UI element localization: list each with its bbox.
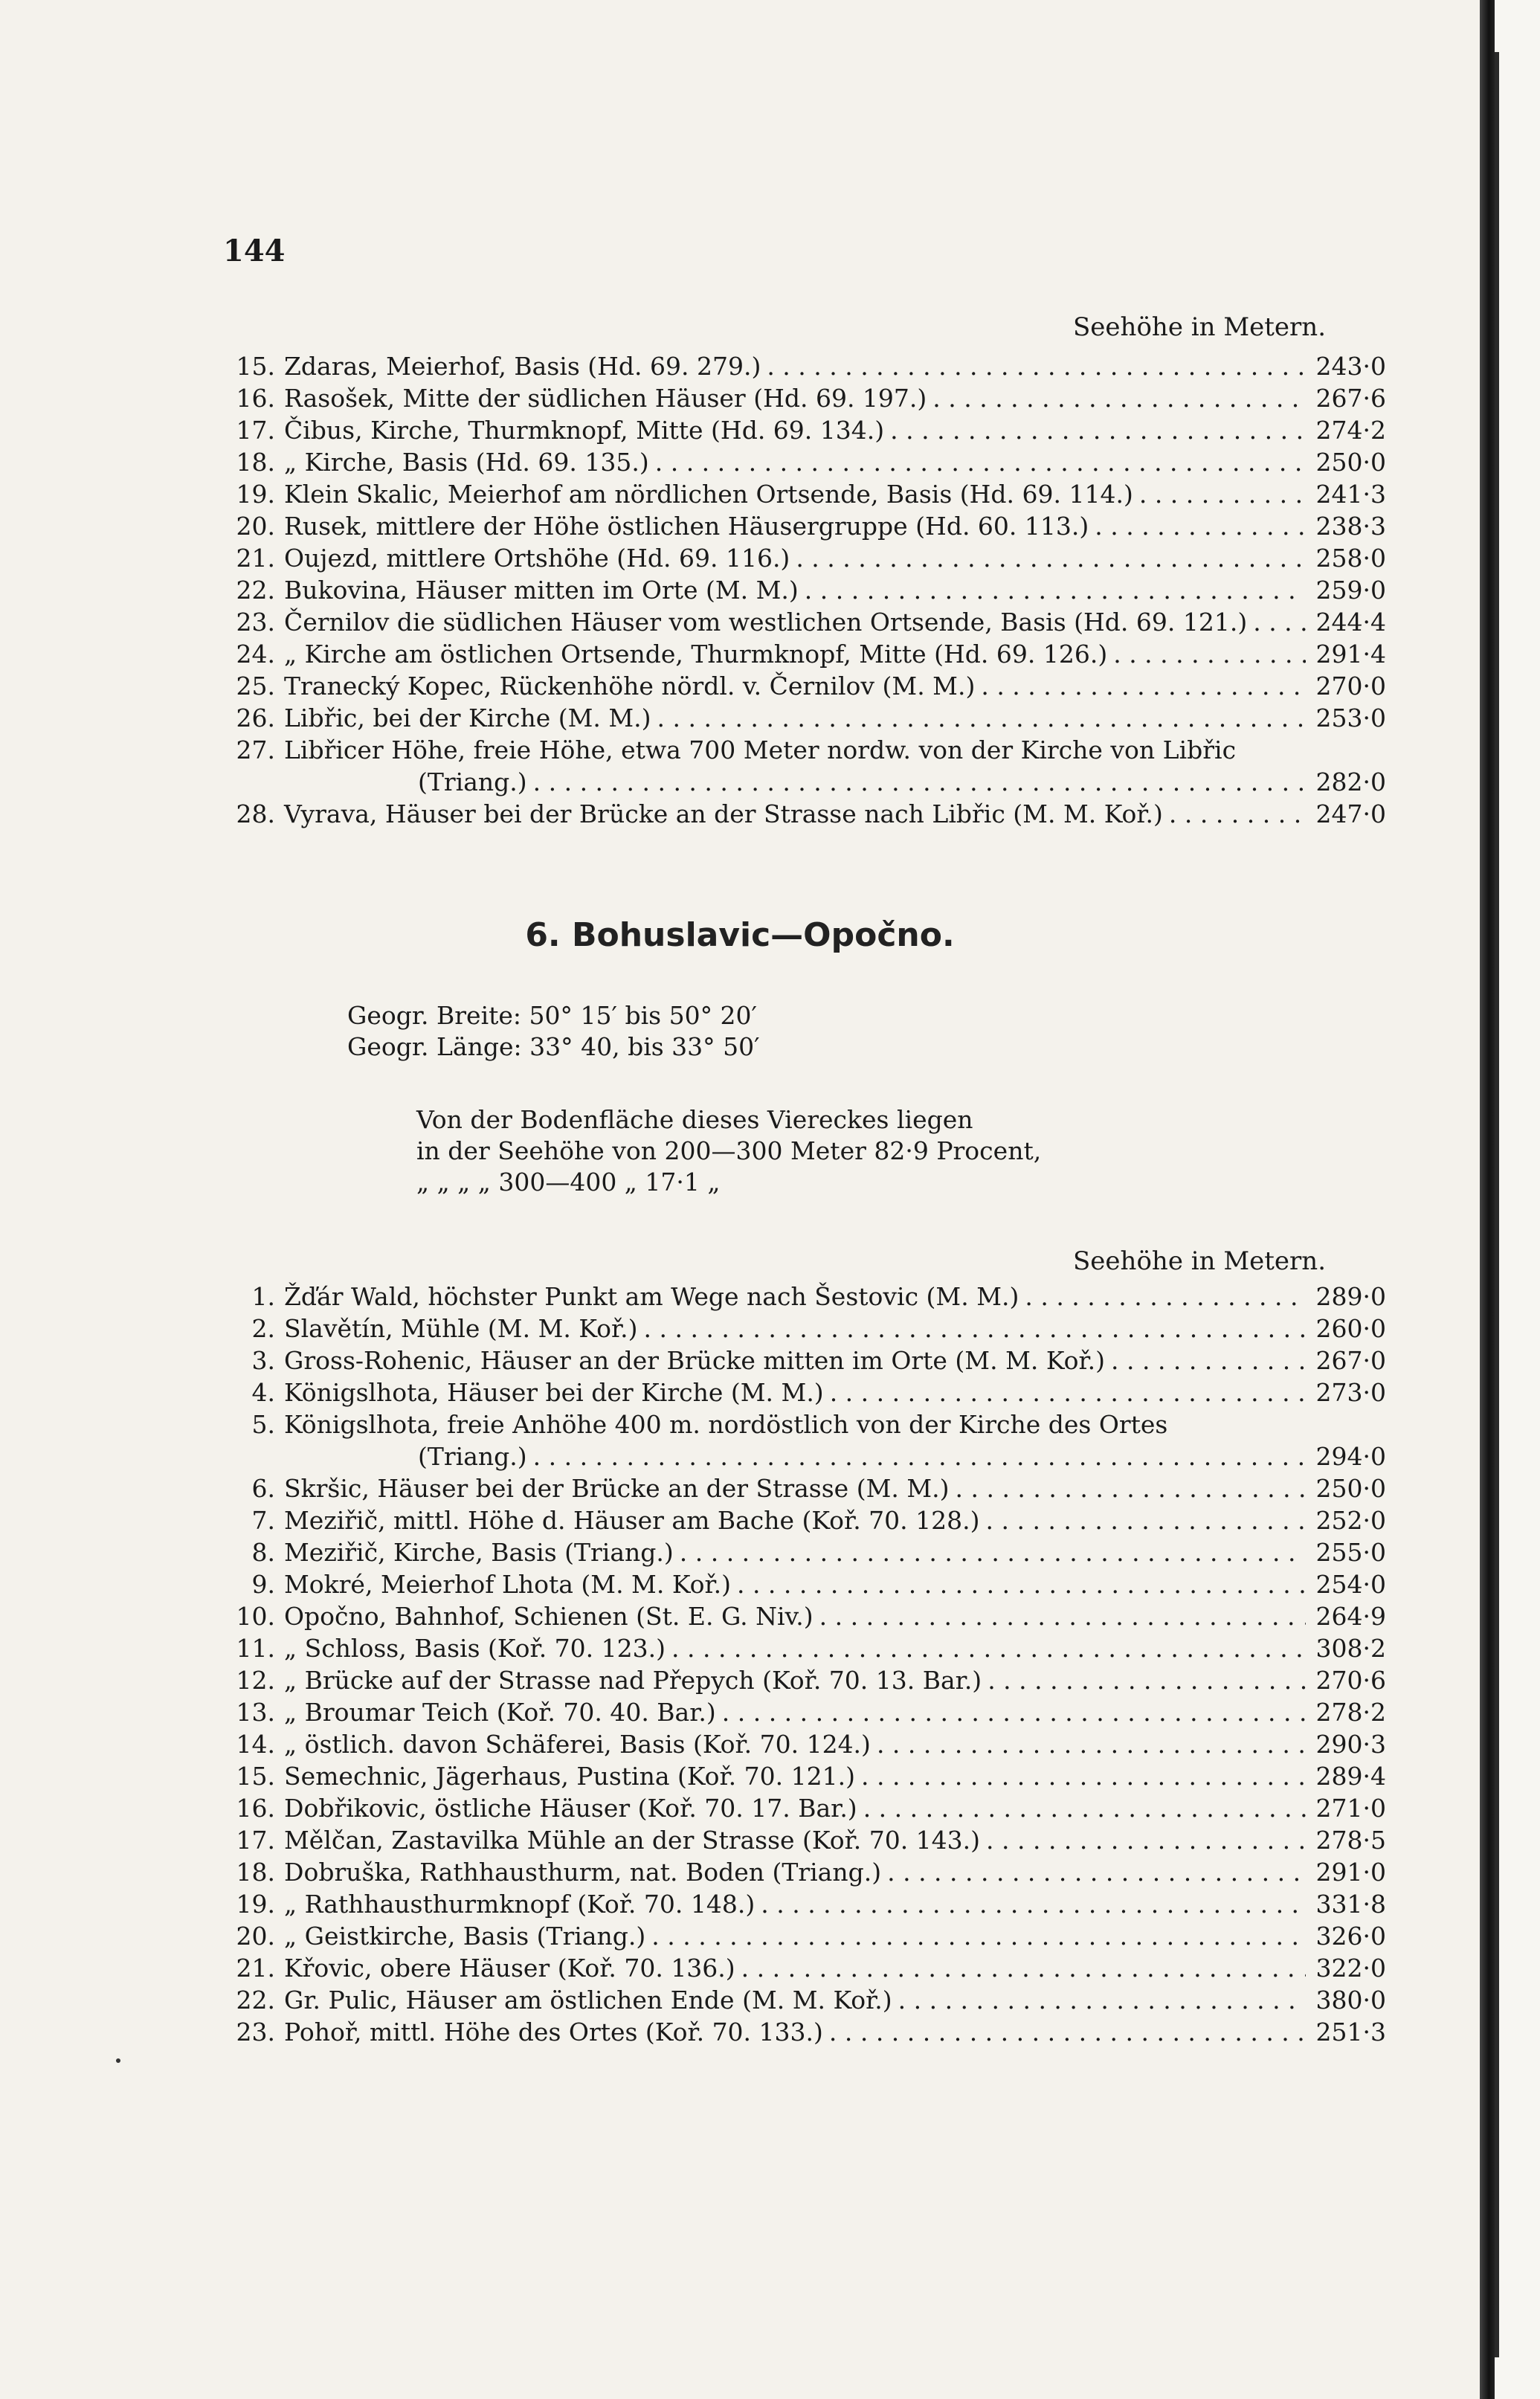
dot-leader bbox=[986, 1824, 1306, 1856]
entry-elevation: 250·0 bbox=[1315, 448, 1386, 477]
entry-text: Slavětín, Mühle (M. M. Koř.) bbox=[284, 1314, 638, 1343]
entry-elevation: 241·3 bbox=[1315, 480, 1386, 509]
entry-text: „ Broumar Teich (Koř. 70. 40. Bar.) bbox=[284, 1698, 716, 1727]
list-entry bbox=[216, 542, 1386, 574]
list-entry bbox=[216, 734, 1386, 766]
entry-text: Tranecký Kopec, Rückenhöhe nördl. v. Černilov (M. M.) bbox=[284, 672, 976, 701]
entry-elevation: 282·0 bbox=[1315, 767, 1386, 796]
entry-number: 27. bbox=[236, 735, 275, 764]
entry-number: 21. bbox=[236, 544, 275, 573]
list-entry bbox=[216, 766, 1386, 798]
entry-text: Meziřič, Kirche, Basis (Triang.) bbox=[284, 1538, 674, 1567]
dot-leader bbox=[956, 1472, 1307, 1504]
ink-speck bbox=[116, 2058, 120, 2063]
entry-text: Königslhota, Häuser bei der Kirche (M. M.) bbox=[284, 1378, 824, 1407]
list-entry bbox=[216, 1472, 1386, 1504]
entry-number: 23. bbox=[236, 2018, 275, 2047]
entry-number: 17. bbox=[236, 416, 275, 445]
dot-leader bbox=[1139, 478, 1306, 510]
entry-elevation: 255·0 bbox=[1315, 1538, 1386, 1567]
dot-leader bbox=[722, 1696, 1306, 1728]
list-entry bbox=[216, 350, 1386, 382]
entry-number: 9. bbox=[251, 1570, 275, 1599]
list-entry bbox=[216, 510, 1386, 542]
entry-number: 18. bbox=[236, 1858, 275, 1887]
entry-text: Mokré, Meierhof Lhota (M. M. Koř.) bbox=[284, 1570, 731, 1599]
dot-leader bbox=[805, 574, 1306, 606]
entry-elevation: 259·0 bbox=[1315, 576, 1386, 605]
entry-text: „ Schloss, Basis (Koř. 70. 123.) bbox=[284, 1634, 666, 1663]
dot-leader bbox=[767, 350, 1306, 382]
list-entry bbox=[216, 1440, 1386, 1472]
entry-number: 23. bbox=[236, 608, 275, 637]
entry-number: 22. bbox=[236, 576, 275, 605]
dot-leader bbox=[988, 1664, 1306, 1696]
entry-text: Křovic, obere Häuser (Koř. 70. 136.) bbox=[284, 1954, 735, 1983]
entry-text: Skršic, Häuser bei der Brücke an der Strasse (M. M.) bbox=[284, 1474, 950, 1503]
list-entry bbox=[216, 574, 1386, 606]
list-entry bbox=[216, 606, 1386, 638]
surface-note bbox=[416, 1104, 1041, 1198]
list-entry bbox=[216, 1313, 1386, 1345]
column-header-upper: Seehöhe in Metern. bbox=[1073, 312, 1326, 342]
entry-number: 19. bbox=[236, 1890, 275, 1919]
elevation-list-lower bbox=[216, 1281, 1386, 2048]
entry-elevation: 294·0 bbox=[1315, 1442, 1386, 1471]
dot-leader bbox=[796, 542, 1306, 574]
entry-text: Mělčan, Zastavilka Mühle an der Strasse (Koř. 70. 143.) bbox=[284, 1826, 981, 1855]
entry-number: 22. bbox=[236, 1986, 275, 2015]
entry-elevation: 308·2 bbox=[1315, 1634, 1386, 1663]
dot-leader bbox=[761, 1888, 1306, 1920]
entry-number: 16. bbox=[236, 384, 275, 413]
dot-leader bbox=[680, 1536, 1306, 1568]
entry-text: „ Geistkirche, Basis (Triang.) bbox=[284, 1922, 646, 1951]
list-entry bbox=[216, 1345, 1386, 1376]
entry-elevation: 270·0 bbox=[1315, 672, 1386, 701]
dot-leader bbox=[533, 1440, 1306, 1472]
list-entry bbox=[216, 1920, 1386, 1952]
dot-leader bbox=[1253, 606, 1306, 638]
entry-text: „ östlich. davon Schäferei, Basis (Koř. 70. 124.) bbox=[284, 1730, 871, 1759]
dot-leader bbox=[981, 670, 1306, 702]
list-entry bbox=[216, 382, 1386, 414]
entry-text: „ Rathhausthurmknopf (Koř. 70. 148.) bbox=[284, 1890, 755, 1919]
entry-elevation: 291·4 bbox=[1315, 640, 1386, 669]
dot-leader bbox=[890, 414, 1306, 446]
list-entry bbox=[216, 2016, 1386, 2048]
note-line: Von der Bodenfläche dieses Viereckes liegen bbox=[416, 1105, 973, 1134]
entry-elevation: 238·3 bbox=[1315, 512, 1386, 541]
note-line: in der Seehöhe von 200—300 Meter 82·9 Procent, bbox=[416, 1136, 1042, 1165]
entry-text: Rasošek, Mitte der südlichen Häuser (Hd. 69. 197.) bbox=[284, 384, 927, 413]
dot-leader bbox=[898, 1984, 1306, 2016]
entry-text: Opočno, Bahnhof, Schienen (St. E. G. Niv.) bbox=[284, 1602, 814, 1631]
list-entry bbox=[216, 1728, 1386, 1760]
list-entry bbox=[216, 1856, 1386, 1888]
entry-elevation: 270·6 bbox=[1315, 1666, 1386, 1695]
entry-number: 12. bbox=[236, 1666, 275, 1695]
entry-text: Černilov die südlichen Häuser vom westlichen Ortsende, Basis (Hd. 69. 121.) bbox=[284, 608, 1248, 637]
dot-leader bbox=[1169, 798, 1306, 830]
entry-elevation: 289·4 bbox=[1315, 1762, 1386, 1791]
elevation-list-upper bbox=[216, 350, 1386, 830]
entry-text: Bukovina, Häuser mitten im Orte (M. M.) bbox=[284, 576, 799, 605]
entry-number: 8. bbox=[251, 1538, 275, 1567]
list-entry bbox=[216, 414, 1386, 446]
entry-number: 10. bbox=[236, 1602, 275, 1631]
entry-elevation: 260·0 bbox=[1315, 1314, 1386, 1343]
entry-number: 16. bbox=[236, 1794, 275, 1823]
entry-text: Gross-Rohenic, Häuser an der Brücke mitten im Orte (M. M. Koř.) bbox=[284, 1346, 1105, 1375]
dot-leader bbox=[644, 1313, 1307, 1345]
adjacent-page-edge bbox=[1495, 0, 1540, 2399]
geo-coordinates bbox=[347, 1000, 760, 1063]
entry-number: 6. bbox=[251, 1474, 275, 1503]
dot-leader bbox=[863, 1792, 1306, 1824]
list-entry bbox=[216, 1536, 1386, 1568]
list-entry bbox=[216, 446, 1386, 478]
dot-leader bbox=[877, 1728, 1306, 1760]
entry-number: 25. bbox=[236, 672, 275, 701]
entry-elevation: 290·3 bbox=[1315, 1730, 1386, 1759]
entry-number: 7. bbox=[251, 1506, 275, 1535]
dot-leader bbox=[1111, 1345, 1306, 1376]
entry-text: Vyrava, Häuser bei der Brücke an der Strasse nach Libřic (M. M. Koř.) bbox=[284, 799, 1163, 828]
entry-elevation: 331·8 bbox=[1315, 1890, 1386, 1919]
entry-number: 2. bbox=[251, 1314, 275, 1343]
entry-text: Klein Skalic, Meierhof am nördlichen Ortsende, Basis (Hd. 69. 114.) bbox=[284, 480, 1133, 509]
list-entry bbox=[216, 670, 1386, 702]
list-entry bbox=[216, 1696, 1386, 1728]
entry-text: Gr. Pulic, Häuser am östlichen Ende (M. M. Koř.) bbox=[284, 1986, 892, 2015]
entry-elevation: 267·6 bbox=[1315, 384, 1386, 413]
entry-text: Zdaras, Meierhof, Basis (Hd. 69. 279.) bbox=[284, 352, 761, 381]
dot-leader bbox=[533, 766, 1306, 798]
entry-number: 20. bbox=[236, 512, 275, 541]
dot-leader bbox=[829, 2016, 1306, 2048]
entry-number: 19. bbox=[236, 480, 275, 509]
entry-number: 3. bbox=[251, 1346, 275, 1375]
dot-leader bbox=[819, 1600, 1306, 1632]
list-entry bbox=[216, 798, 1386, 830]
entry-elevation: 326·0 bbox=[1315, 1922, 1386, 1951]
entry-text: Rusek, mittlere der Höhe östlichen Häusergruppe (Hd. 60. 113.) bbox=[284, 512, 1089, 541]
dot-leader bbox=[932, 382, 1306, 414]
entry-elevation: 253·0 bbox=[1315, 703, 1386, 732]
entry-number: 4. bbox=[251, 1378, 275, 1407]
entry-number: 24. bbox=[236, 640, 275, 669]
list-entry bbox=[216, 1984, 1386, 2016]
entry-number: 20. bbox=[236, 1922, 275, 1951]
dot-leader bbox=[1095, 510, 1306, 542]
geo-longitude: Geogr. Länge: 33° 40, bis 33° 50′ bbox=[347, 1032, 760, 1061]
entry-number: 14. bbox=[236, 1730, 275, 1759]
list-entry bbox=[216, 1376, 1386, 1408]
dot-leader bbox=[1113, 638, 1306, 670]
entry-elevation: 273·0 bbox=[1315, 1378, 1386, 1407]
entry-text: Semechnic, Jägerhaus, Pustina (Koř. 70. 121.) bbox=[284, 1762, 855, 1791]
entry-text: Meziřič, mittl. Höhe d. Häuser am Bache (Koř. 70. 128.) bbox=[284, 1506, 980, 1535]
dot-leader bbox=[741, 1952, 1306, 1984]
entry-elevation: 322·0 bbox=[1315, 1954, 1386, 1983]
entry-elevation: 380·0 bbox=[1315, 1986, 1386, 2015]
entry-text: Dobruška, Rathhausthurm, nat. Boden (Triang.) bbox=[284, 1858, 882, 1887]
dot-leader bbox=[861, 1760, 1306, 1792]
dot-leader bbox=[986, 1504, 1306, 1536]
dot-leader bbox=[830, 1376, 1306, 1408]
binding-line bbox=[1495, 52, 1499, 2357]
dot-leader bbox=[655, 446, 1306, 478]
dot-leader bbox=[651, 1920, 1306, 1952]
entry-number: 18. bbox=[236, 448, 275, 477]
page-edge-shadow bbox=[1480, 0, 1495, 2399]
entry-text: Königslhota, freie Anhöhe 400 m. nordöstlich von der Kirche des Ortes bbox=[284, 1410, 1168, 1439]
dot-leader bbox=[887, 1856, 1306, 1888]
note-line: „ „ „ „ 300—400 „ 17·1 „ bbox=[416, 1168, 721, 1197]
list-entry bbox=[216, 1760, 1386, 1792]
entry-number: 15. bbox=[236, 352, 275, 381]
entry-text: Libřic, bei der Kirche (M. M.) bbox=[284, 703, 651, 732]
entry-elevation: 251·3 bbox=[1315, 2018, 1386, 2047]
entry-text: „ Kirche am östlichen Ortsende, Thurmknopf, Mitte (Hd. 69. 126.) bbox=[284, 640, 1108, 669]
list-entry bbox=[216, 638, 1386, 670]
dot-leader bbox=[657, 702, 1306, 734]
entry-number: 26. bbox=[236, 703, 275, 732]
list-entry bbox=[216, 1408, 1386, 1440]
entry-elevation: 289·0 bbox=[1315, 1282, 1386, 1311]
entry-elevation: 254·0 bbox=[1315, 1570, 1386, 1599]
entry-number: 1. bbox=[251, 1282, 275, 1311]
list-entry bbox=[216, 702, 1386, 734]
entry-text: (Triang.) bbox=[418, 1442, 527, 1471]
list-entry bbox=[216, 1824, 1386, 1856]
list-entry bbox=[216, 1632, 1386, 1664]
list-entry bbox=[216, 1504, 1386, 1536]
entry-number: 5. bbox=[251, 1410, 275, 1439]
entry-elevation: 291·0 bbox=[1315, 1858, 1386, 1887]
list-entry bbox=[216, 1281, 1386, 1313]
entry-elevation: 250·0 bbox=[1315, 1474, 1386, 1503]
section-title: 6. Bohuslavic—Opočno. bbox=[525, 916, 955, 954]
list-entry bbox=[216, 1952, 1386, 1984]
entry-elevation: 267·0 bbox=[1315, 1346, 1386, 1375]
list-entry bbox=[216, 1792, 1386, 1824]
entry-number: 15. bbox=[236, 1762, 275, 1791]
page-number: 144 bbox=[223, 234, 286, 268]
entry-text: (Triang.) bbox=[418, 767, 527, 796]
dot-leader bbox=[671, 1632, 1306, 1664]
list-entry bbox=[216, 1568, 1386, 1600]
dot-leader bbox=[737, 1568, 1306, 1600]
entry-text: Žďár Wald, höchster Punkt am Wege nach Šestovic (M. M.) bbox=[284, 1282, 1019, 1311]
entry-elevation: 264·9 bbox=[1315, 1602, 1386, 1631]
dot-leader bbox=[1025, 1281, 1306, 1313]
entry-text: „ Brücke auf der Strasse nad Přepych (Koř. 70. 13. Bar.) bbox=[284, 1666, 982, 1695]
entry-elevation: 278·5 bbox=[1315, 1826, 1386, 1855]
list-entry bbox=[216, 478, 1386, 510]
entry-elevation: 244·4 bbox=[1315, 608, 1386, 637]
entry-elevation: 247·0 bbox=[1315, 799, 1386, 828]
entry-elevation: 258·0 bbox=[1315, 544, 1386, 573]
entry-number: 11. bbox=[236, 1634, 275, 1663]
list-entry bbox=[216, 1888, 1386, 1920]
list-entry bbox=[216, 1600, 1386, 1632]
entry-number: 28. bbox=[236, 799, 275, 828]
entry-number: 17. bbox=[236, 1826, 275, 1855]
entry-text: Pohoř, mittl. Höhe des Ortes (Koř. 70. 133.) bbox=[284, 2018, 823, 2047]
entry-text: Oujezd, mittlere Ortshöhe (Hd. 69. 116.) bbox=[284, 544, 790, 573]
entry-number: 13. bbox=[236, 1698, 275, 1727]
entry-elevation: 278·2 bbox=[1315, 1698, 1386, 1727]
entry-elevation: 271·0 bbox=[1315, 1794, 1386, 1823]
column-header-lower: Seehöhe in Metern. bbox=[1073, 1246, 1326, 1276]
entry-elevation: 274·2 bbox=[1315, 416, 1386, 445]
entry-elevation: 252·0 bbox=[1315, 1506, 1386, 1535]
entry-text: „ Kirche, Basis (Hd. 69. 135.) bbox=[284, 448, 649, 477]
entry-elevation: 243·0 bbox=[1315, 352, 1386, 381]
entry-number: 21. bbox=[236, 1954, 275, 1983]
geo-latitude: Geogr. Breite: 50° 15′ bis 50° 20′ bbox=[347, 1001, 758, 1030]
entry-text: Dobřikovic, östliche Häuser (Koř. 70. 17. Bar.) bbox=[284, 1794, 857, 1823]
entry-text: Libřicer Höhe, freie Höhe, etwa 700 Meter nordw. von der Kirche von Libřic bbox=[284, 735, 1237, 764]
entry-text: Čibus, Kirche, Thurmknopf, Mitte (Hd. 69. 134.) bbox=[284, 416, 885, 445]
list-entry bbox=[216, 1664, 1386, 1696]
